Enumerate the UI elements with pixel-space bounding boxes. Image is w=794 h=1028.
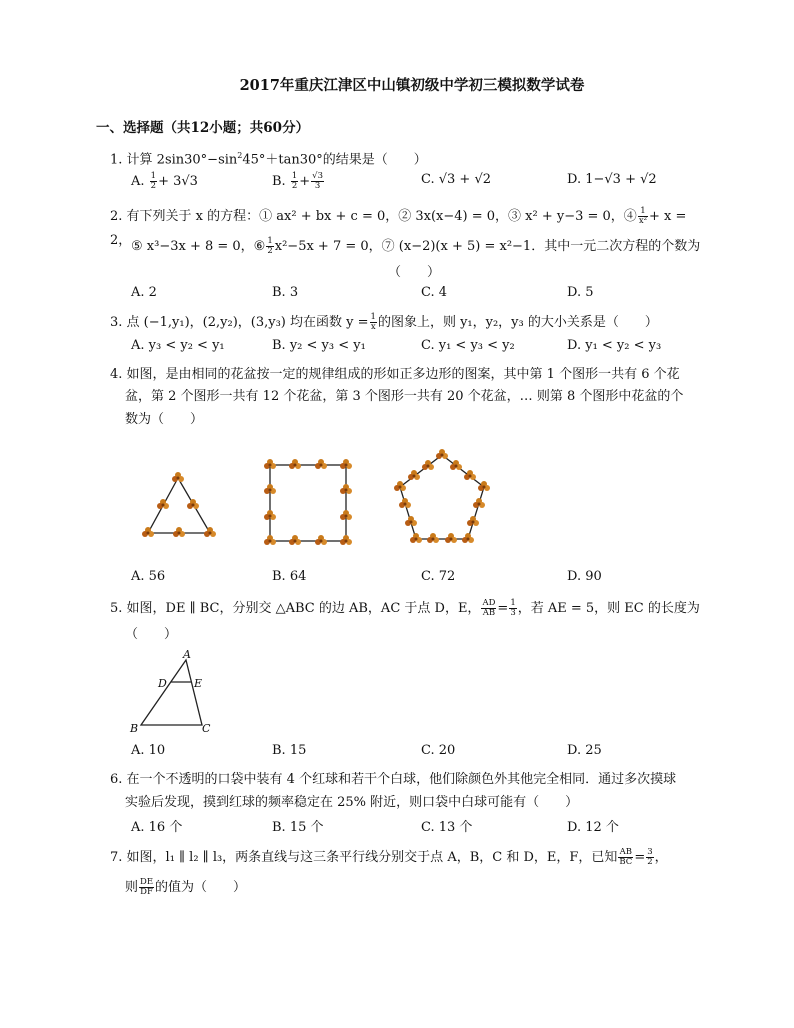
pentagon-pots [394,449,490,543]
q3-option-b[interactable]: B. y₂ < y₃ < y₁ [272,338,366,353]
square-pots [264,459,352,545]
q1-option-a[interactable]: A. $\frac{1}{2}$ + 3√3 [131,171,198,191]
question-2-line-3: （ ） [388,265,441,280]
square-shape [270,465,346,541]
question-3-stem: 3. 点 (−1,y₁)，(2,y₂)，(3,y₃) 均在函数 y = $\frac{1}{x}$ 的图象上，则 y₁，y₂，y₃ 的大小关系是（ ） [110,312,658,332]
q5-option-a[interactable]: A. 10 [131,743,166,758]
q2-option-c[interactable]: C. 4 [421,285,448,300]
question-4-line-2: 盆，第 2 个图形一共有 12 个花盆，第 3 个图形一共有 20 个花盆，… 则第 8 个图形中花盆的个 [125,389,684,404]
triangle-abc-figure [128,648,218,738]
question-5-line-2: （ ） [125,627,178,642]
question-1-stem [110,144,710,172]
label-a: A [183,648,191,661]
q2-option-d[interactable]: D. 5 [567,285,594,300]
q1-stem-mid: 45°＋tan30°的结果是（ ） [242,152,427,168]
q4-option-a[interactable]: A. 56 [131,569,166,584]
q6-option-b[interactable]: B. 15 个 [272,820,324,835]
question-4-line-1: 4. 如图，是由相同的花盆按一定的规律组成的形如正多边形的图案，其中第 1 个图形一共有 6 个花 [110,367,680,382]
q6-option-c[interactable]: C. 13 个 [421,820,473,835]
question-2-line-2: ⑤ x³−3x + 8 = 0，⑥ $\frac{1}{2}$ x²−5x + 7 = 0，⑦ (x−2)(x + 5) = x²−1．其中一元二次方程的个数为 [131,236,701,256]
q3-option-a[interactable]: A. y₃ < y₂ < y₁ [131,338,225,353]
question-1-options [131,172,731,194]
question-7-line-2: 则 $\frac{DE}{DF}$ 的值为（ ） [125,877,247,897]
q4-option-c[interactable]: C. 72 [421,569,456,584]
question-4-line-3: 数为（ ） [125,412,204,427]
label-d: D [158,677,167,690]
q1-stem-sup: 2 [237,151,243,160]
question-5-options [131,743,731,765]
q5-option-d[interactable]: D. 25 [567,743,602,758]
q1-option-d[interactable]: D. 1−√3 + √2 [567,172,657,187]
q4-option-d[interactable]: D. 90 [567,569,602,584]
question-7-stem: 7. 如图，l₁ ∥ l₂ ∥ l₃，两条直线与这三条平行线分别交于点 A，B，C 和 D，E，F，已知 $\frac{AB}{BC}$ = $\frac{3}{2}$ ， [110,847,668,867]
question-5-stem: 5. 如图，DE ∥ BC，分别交 △ABC 的边 AB，AC 于点 D，E， $\frac{AD}{AB}$ = $\frac{1}{3}$ ，若 AE = 5，则 EC 的长度为 [110,598,700,618]
question-6-line-2: 实验后发现，摸到红球的频率稳定在 25% 附近，则口袋中白球可能有（ ） [125,795,579,810]
q6-option-a[interactable]: A. 16 个 [131,820,183,835]
question-4-options [131,569,731,591]
question-6-line-1: 6. 在一个不透明的口袋中装有 4 个红球和若干个白球，他们除颜色外其他完全相同．通过多次摸球 [110,772,677,787]
question-2-line-1: 2. 有下列关于 x 的方程：① ax² + bx + c = 0，② 3x(x−4) = 0，③ x² + y−3 = 0，④ $\frac{1}{\text{x²}}$ + x = 2， [110,206,687,248]
flowerpot-patterns-figure [135,445,505,555]
pentagon-shape [400,455,484,539]
q6-option-d[interactable]: D. 12 个 [567,820,619,835]
page-title: 2017年重庆江津区中山镇初级中学初三模拟数学试卷 [239,77,585,94]
question-2-options [131,285,731,307]
label-c: C [202,722,211,735]
q5-option-c[interactable]: C. 20 [421,743,456,758]
triangle-pots [142,472,216,537]
q2-option-a[interactable]: A. 2 [131,285,157,300]
q1-option-b[interactable]: B. $\frac{1}{2}$ + $\frac{√3}{3}$ [272,171,323,191]
question-3-options [131,338,731,360]
q1-stem-pre: 1. 计算 2sin30°−sin [110,152,238,168]
q1-option-c[interactable]: C. √3 + √2 [421,172,492,187]
q3-option-d[interactable]: D. y₁ < y₂ < y₃ [567,338,662,353]
label-b: B [130,722,139,735]
q2-option-b[interactable]: B. 3 [272,285,299,300]
label-e: E [194,677,203,690]
q3-option-c[interactable]: C. y₁ < y₃ < y₂ [421,338,515,353]
question-6-options [131,816,731,838]
section-heading: 一、选择题（共12小题；共60分） [96,120,310,136]
q5-option-b[interactable]: B. 15 [272,743,307,758]
q4-option-b[interactable]: B. 64 [272,569,307,584]
